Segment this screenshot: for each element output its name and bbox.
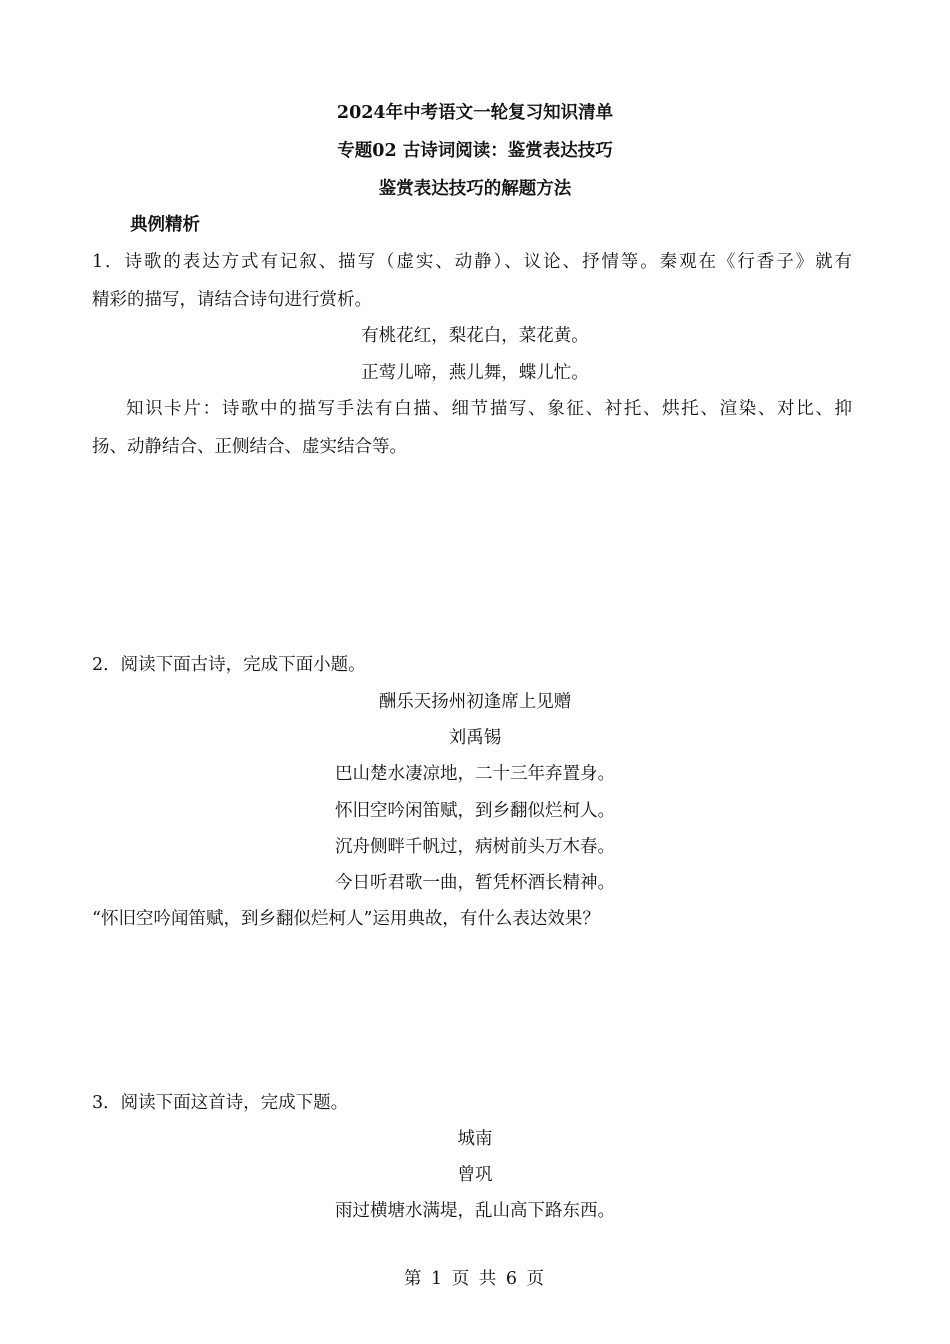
q3-poem-title: 城南 <box>457 1129 493 1149</box>
q2-poem-line-3: 沉舟侧畔千帆过，病树前头万木春。 <box>335 837 615 857</box>
document-subtitle: 专题02 古诗词阅读：鉴赏表达技巧 <box>337 141 613 161</box>
q3-intro: 3．阅读下面这首诗，完成下题。 <box>92 1093 349 1113</box>
example-heading: 典例精析 <box>130 215 200 235</box>
q1-knowledge-card-line-2: 扬、动静结合、正侧结合、虚实结合等。 <box>92 437 407 457</box>
q3-poem-line-1: 雨过横塘水满堤，乱山高下路东西。 <box>335 1201 615 1221</box>
q3-poem-author: 曾巩 <box>457 1165 493 1185</box>
q1-poem-line-1: 有桃花红，梨花白，菜花黄。 <box>361 326 589 346</box>
q2-intro: 2．阅读下面古诗，完成下面小题。 <box>92 655 366 675</box>
q2-poem-line-4: 今日听君歌一曲，暂凭杯酒长精神。 <box>335 873 615 893</box>
q1-text-line-1: 1．诗歌的表达方式有记叙、描写（虚实、动静）、议论、抒情等。秦观在《行香子》就有 <box>92 252 852 272</box>
q2-poem-author: 刘禹锡 <box>448 728 502 748</box>
q1-knowledge-card-line-1: 知识卡片：诗歌中的描写手法有白描、细节描写、象征、衬托、烘托、渲染、对比、抑 <box>126 399 852 419</box>
page-footer: 第 1 页 共 6 页 <box>403 1269 547 1289</box>
q2-poem-line-2: 怀旧空吟闲笛赋，到乡翻似烂柯人。 <box>335 801 615 821</box>
section-title: 鉴赏表达技巧的解题方法 <box>378 179 572 199</box>
q2-poem-line-1: 巴山楚水凄凉地，二十三年弃置身。 <box>335 764 615 784</box>
q1-poem-line-2: 正莺儿啼，燕儿舞，蝶儿忙。 <box>361 363 589 383</box>
q2-poem-title: 酬乐天扬州初逢席上见赠 <box>378 692 572 712</box>
document-title: 2024年中考语文一轮复习知识清单 <box>336 103 614 123</box>
q2-question: “怀旧空吟闻笛赋，到乡翻似烂柯人”运用典故，有什么表达效果？ <box>92 909 600 929</box>
q1-text-line-2: 精彩的描写，请结合诗句进行赏析。 <box>92 290 372 310</box>
